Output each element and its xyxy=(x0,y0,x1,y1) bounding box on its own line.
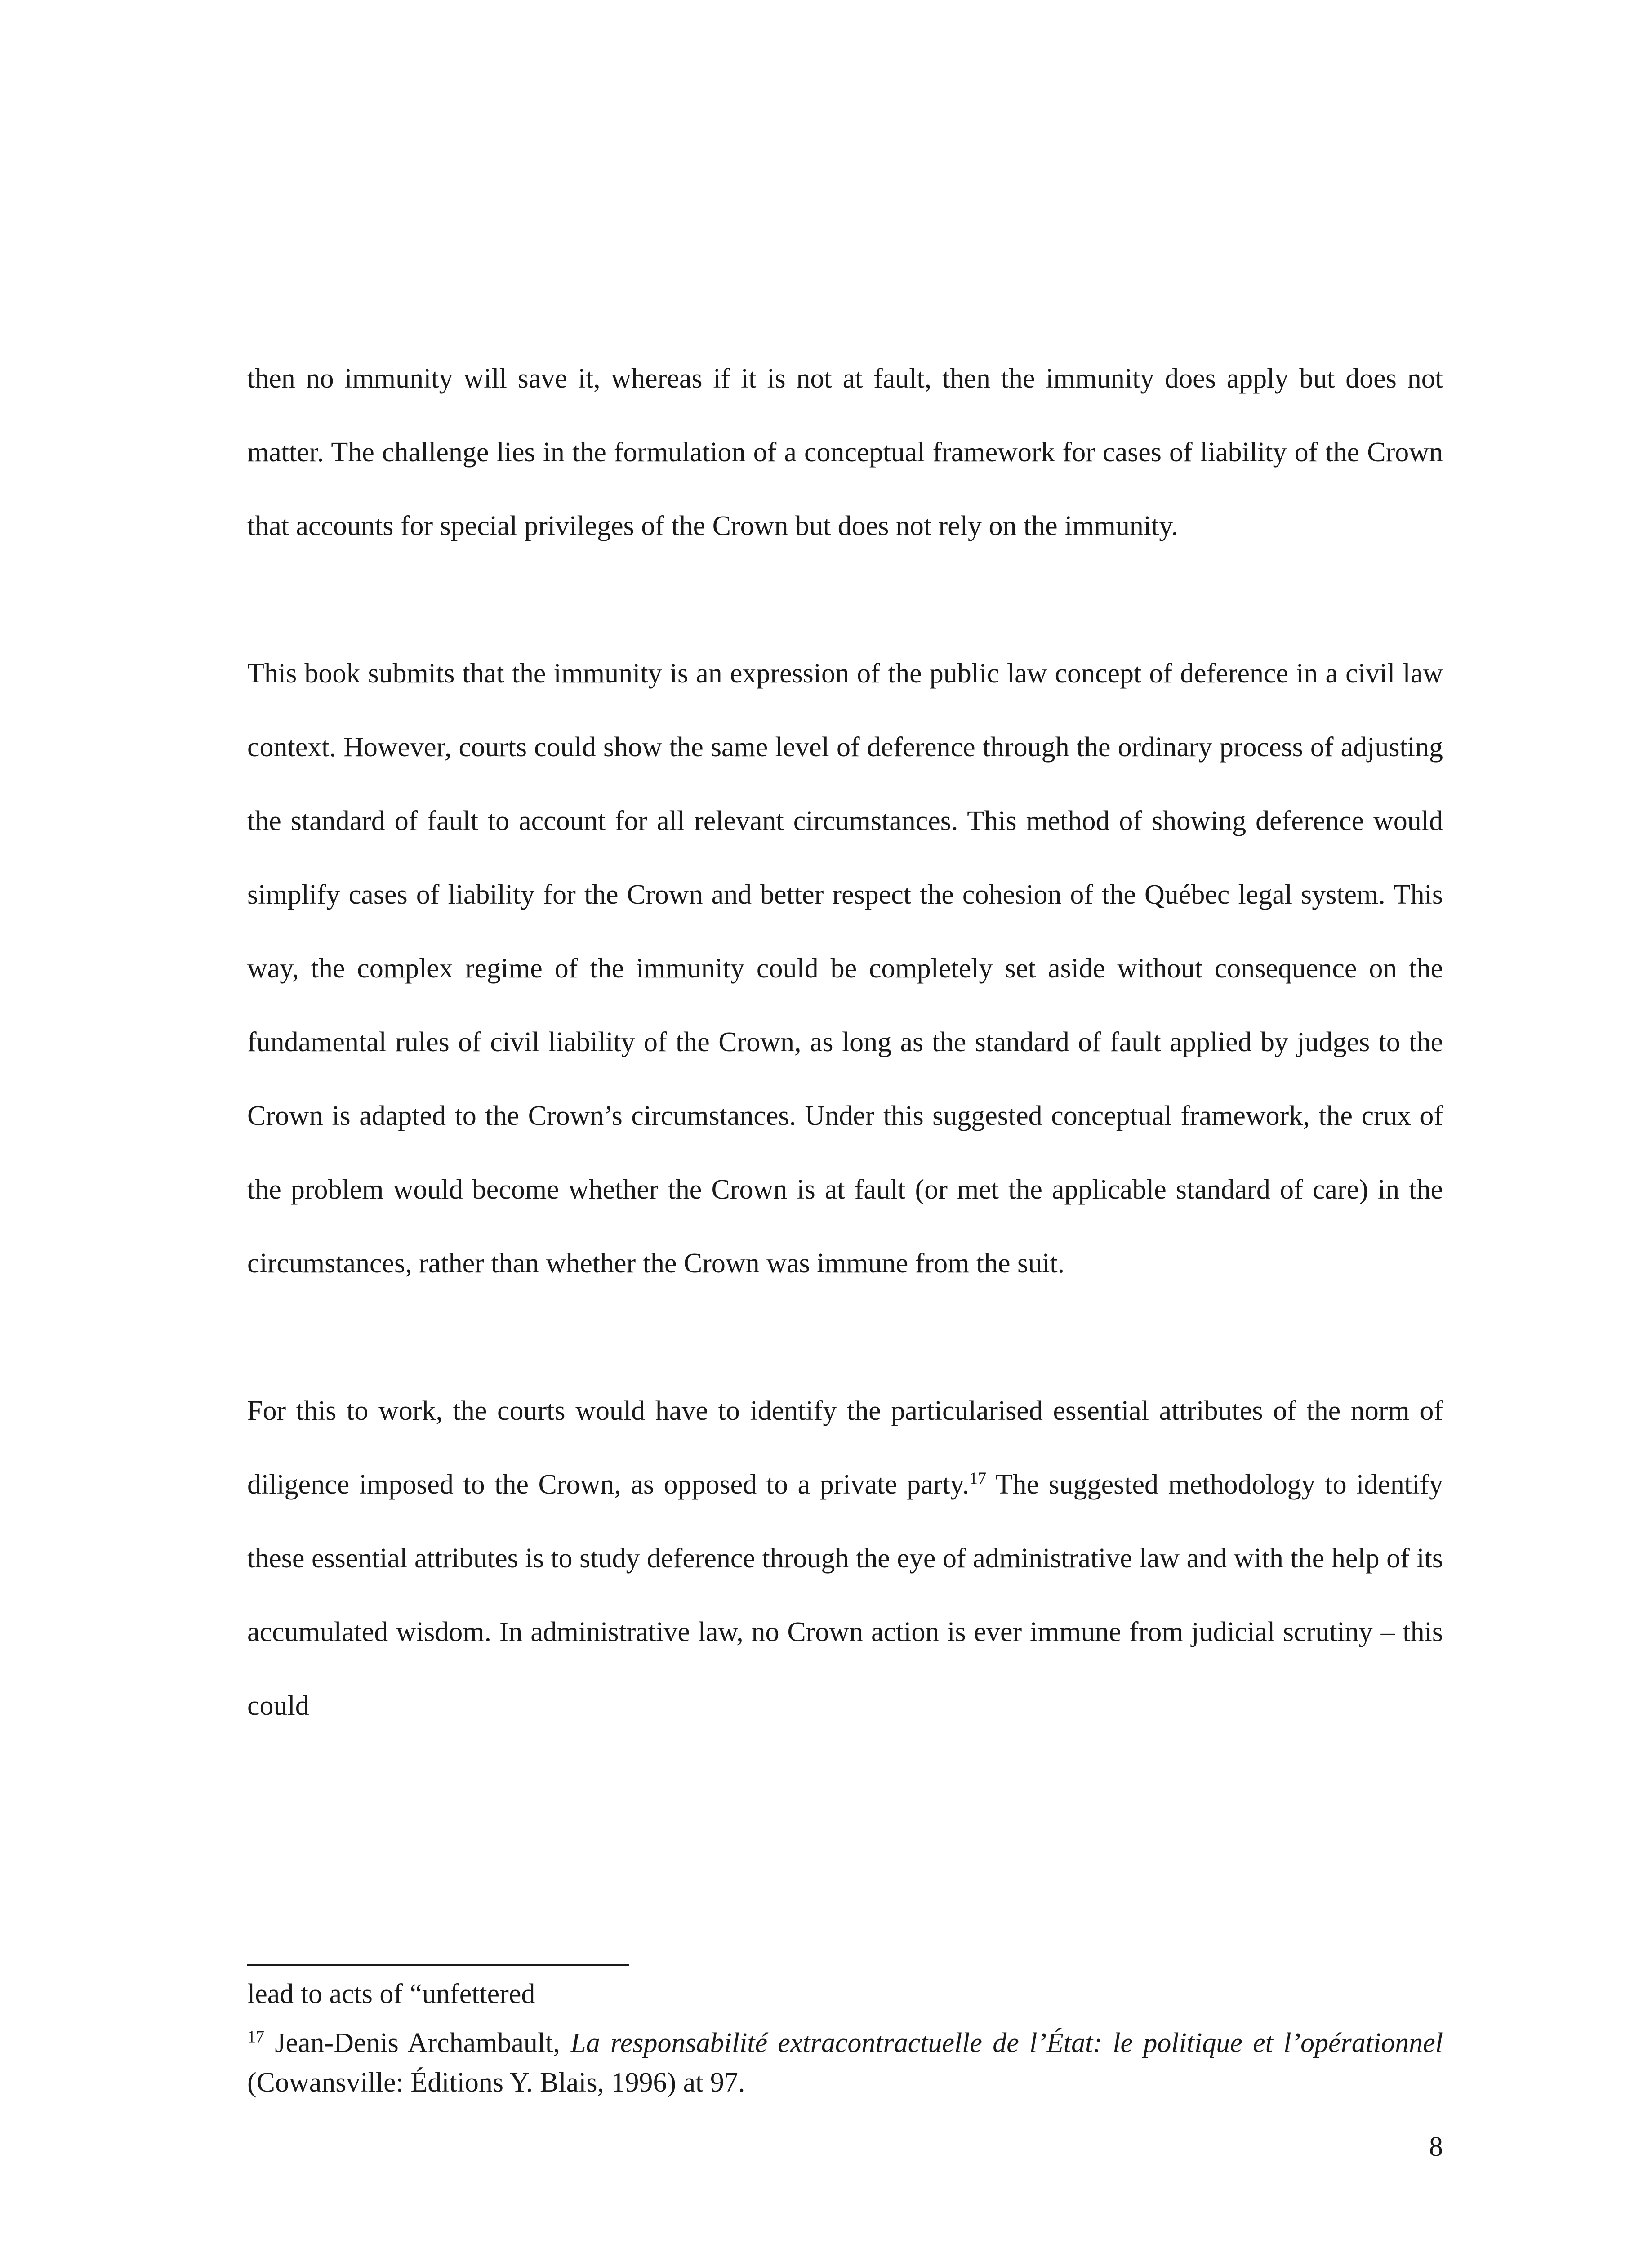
footnote-title: La responsabilité extracontractuelle de l’État: le politique et l’opérationnel xyxy=(570,2028,1443,2058)
page-number: 8 xyxy=(1429,2132,1443,2162)
paragraph-3-text-before: For this to work, the courts would have to identify the particularised essential attributes of the norm of diligence imposed to the Crown, as opposed to a private party. xyxy=(247,1396,1443,1500)
footnote-reference[interactable]: 17 xyxy=(969,1469,987,1488)
footnote-number: 17 xyxy=(247,2027,264,2047)
paragraph-2: This book submits that the immunity is an expression of the public law concept of deference in a civil law context. However, courts could show the same level of deference through the ordinary process of adjusting the standard of fault to account for all relevant circumstances. This method of showing deference would simplify cases of liability for the Crown and better respect the cohesion of the Québec legal system. This way, the complex regime of the immunity could be completely set aside without consequence on the fundamental rules of civil liability of the Crown, as long as the standard of fault applied by judges to the Crown is adapted to the Crown’s circumstances. Under this suggested conceptual framework, the crux of the problem would become whether the Crown is at fault (or met the applicable standard of care) in the circumstances, rather than whether the Crown was immune from the suit. xyxy=(247,658,1443,1279)
paragraph-3-text-after: The suggested methodology to identify these essential attributes is to study deference through the eye of administrative law and with the help of its accumulated wisdom. In administrative law, no Crown action is ever immune from judicial scrutiny – this could xyxy=(247,1469,1443,1721)
paragraph-3 xyxy=(247,1374,1443,1743)
footnote-17 xyxy=(247,2023,1443,2102)
paragraph-1: then no immunity will save it, whereas if it is not at fault, then the immunity does apply but does not matter. The challenge lies in the formulation of a conceptual framework for cases of liability of the Crown that accounts for special privileges of the Crown but does not rely on the immunity. xyxy=(247,363,1443,541)
footnote-author: Jean-Denis Archambault, xyxy=(264,2028,571,2058)
footnote-divider xyxy=(247,1964,629,1966)
body-text xyxy=(247,342,1443,1743)
footnote-citation: (Cowansville: Éditions Y. Blais, 1996) at 97. xyxy=(247,2067,745,2098)
footnote-continuation: lead to acts of “unfettered xyxy=(247,1979,535,2009)
